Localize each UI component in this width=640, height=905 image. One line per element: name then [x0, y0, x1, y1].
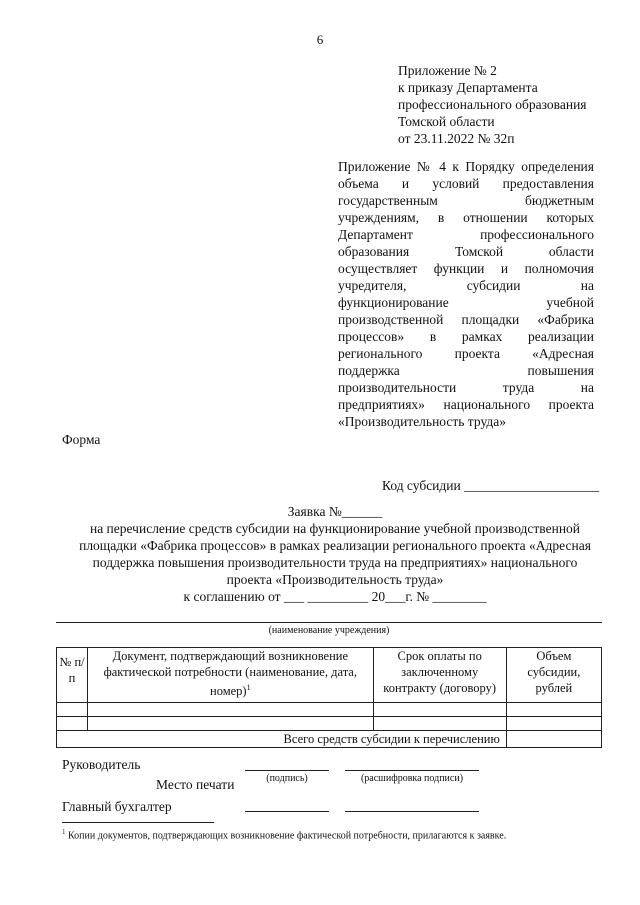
footnote-mark: 1	[62, 828, 66, 836]
head-signature-line[interactable]	[245, 770, 329, 771]
table-cell[interactable]	[57, 703, 88, 717]
subsidy-code: Код субсидии ____________________	[382, 478, 600, 493]
order-line: производительности труда на	[338, 380, 594, 395]
accountant-label: Главный бухгалтер	[62, 799, 172, 814]
total-value[interactable]	[506, 731, 601, 748]
accountant-signature-line[interactable]	[245, 811, 329, 812]
total-label: Всего средств субсидии к перечислению	[57, 731, 507, 748]
order-line: функционирование учебной	[338, 295, 594, 310]
institution-line	[56, 622, 602, 623]
application-line: площадки «Фабрика процессов» в рамках реализации регионального проекта «Адресная	[79, 538, 591, 553]
form-label: Форма	[62, 432, 101, 447]
table-cell[interactable]	[373, 703, 506, 717]
order-line: Департамент профессионального	[338, 227, 594, 242]
order-line: производственной площадки «Фабрика	[338, 312, 594, 327]
order-appendix	[338, 158, 594, 430]
order-line: учредителя, субсидии на	[338, 278, 594, 293]
application-title	[62, 503, 608, 605]
footnote-separator	[62, 822, 214, 823]
order-line: «Производительность труда»	[338, 414, 506, 429]
table-cell[interactable]	[373, 717, 506, 731]
header-num: № п/п	[57, 648, 88, 703]
decode-caption: (расшифровка подписи)	[360, 773, 464, 784]
appendix-line: Приложение № 2	[398, 63, 497, 78]
application-line: к соглашению от ___ _________ 20___г. № ________	[183, 589, 487, 604]
application-line: проекта «Производительность труда»	[226, 572, 444, 587]
appendix-line: к приказу Департамента	[398, 80, 538, 95]
appendix-header	[398, 62, 587, 147]
signature-caption: (подпись)	[266, 773, 308, 784]
order-line: государственным бюджетным	[338, 193, 594, 208]
institution-label: (наименование учреждения)	[268, 625, 390, 636]
stamp-label: Место печати	[156, 777, 235, 792]
header-term: Срок оплаты по заключенному контракту (договору)	[373, 648, 506, 703]
footnote-text: Копии документов, подтверждающих возникновение фактической потребности, прилагаются к заявке.	[65, 830, 507, 842]
table-total-row	[57, 731, 602, 748]
application-line: на перечисление средств субсидии на функционирование учебной производственной	[89, 521, 581, 536]
appendix-line: Томской области	[398, 114, 495, 129]
head-decode-line[interactable]	[345, 770, 479, 771]
page-number: 6	[316, 32, 324, 47]
application-line: поддержка повышения производительности труда на предприятиях» национального	[92, 555, 578, 570]
table-cell[interactable]	[506, 717, 601, 731]
header-volume: Объем субсидии, рублей	[506, 648, 601, 703]
table-cell[interactable]	[88, 703, 374, 717]
accountant-decode-line[interactable]	[345, 811, 479, 812]
subsidy-table	[56, 647, 602, 748]
appendix-line: от 23.11.2022 № 32п	[398, 131, 515, 146]
table-cell[interactable]	[57, 717, 88, 731]
order-line: объема и условий предоставления	[338, 176, 594, 191]
table-row	[57, 703, 602, 717]
order-line: осуществляет функции и полномочия	[338, 261, 594, 276]
order-line: регионального проекта «Адресная	[338, 346, 594, 361]
header-document	[88, 648, 374, 703]
order-line: учреждениям, в отношении которых	[338, 210, 594, 225]
order-line: поддержка повышения	[338, 363, 594, 378]
appendix-line: профессионального образования	[398, 97, 587, 112]
table-row	[57, 717, 602, 731]
table-cell[interactable]	[88, 717, 374, 731]
header-document-text: Документ, подтверждающий возникновение фактической потребности (наименование, дата, номер)	[103, 649, 357, 699]
application-line: Заявка №______	[287, 504, 383, 519]
order-line: процессов» в рамках реализации	[338, 329, 594, 344]
order-line: предприятиях» национального проекта	[338, 397, 594, 412]
head-label: Руководитель	[62, 757, 141, 772]
order-line: образования Томской области	[338, 244, 594, 259]
order-line: Приложение № 4 к Порядку определения	[338, 159, 594, 174]
table-cell[interactable]	[506, 703, 601, 717]
table-header-row	[57, 648, 602, 703]
footnote-ref: 1	[246, 683, 251, 692]
footnote	[62, 828, 506, 841]
